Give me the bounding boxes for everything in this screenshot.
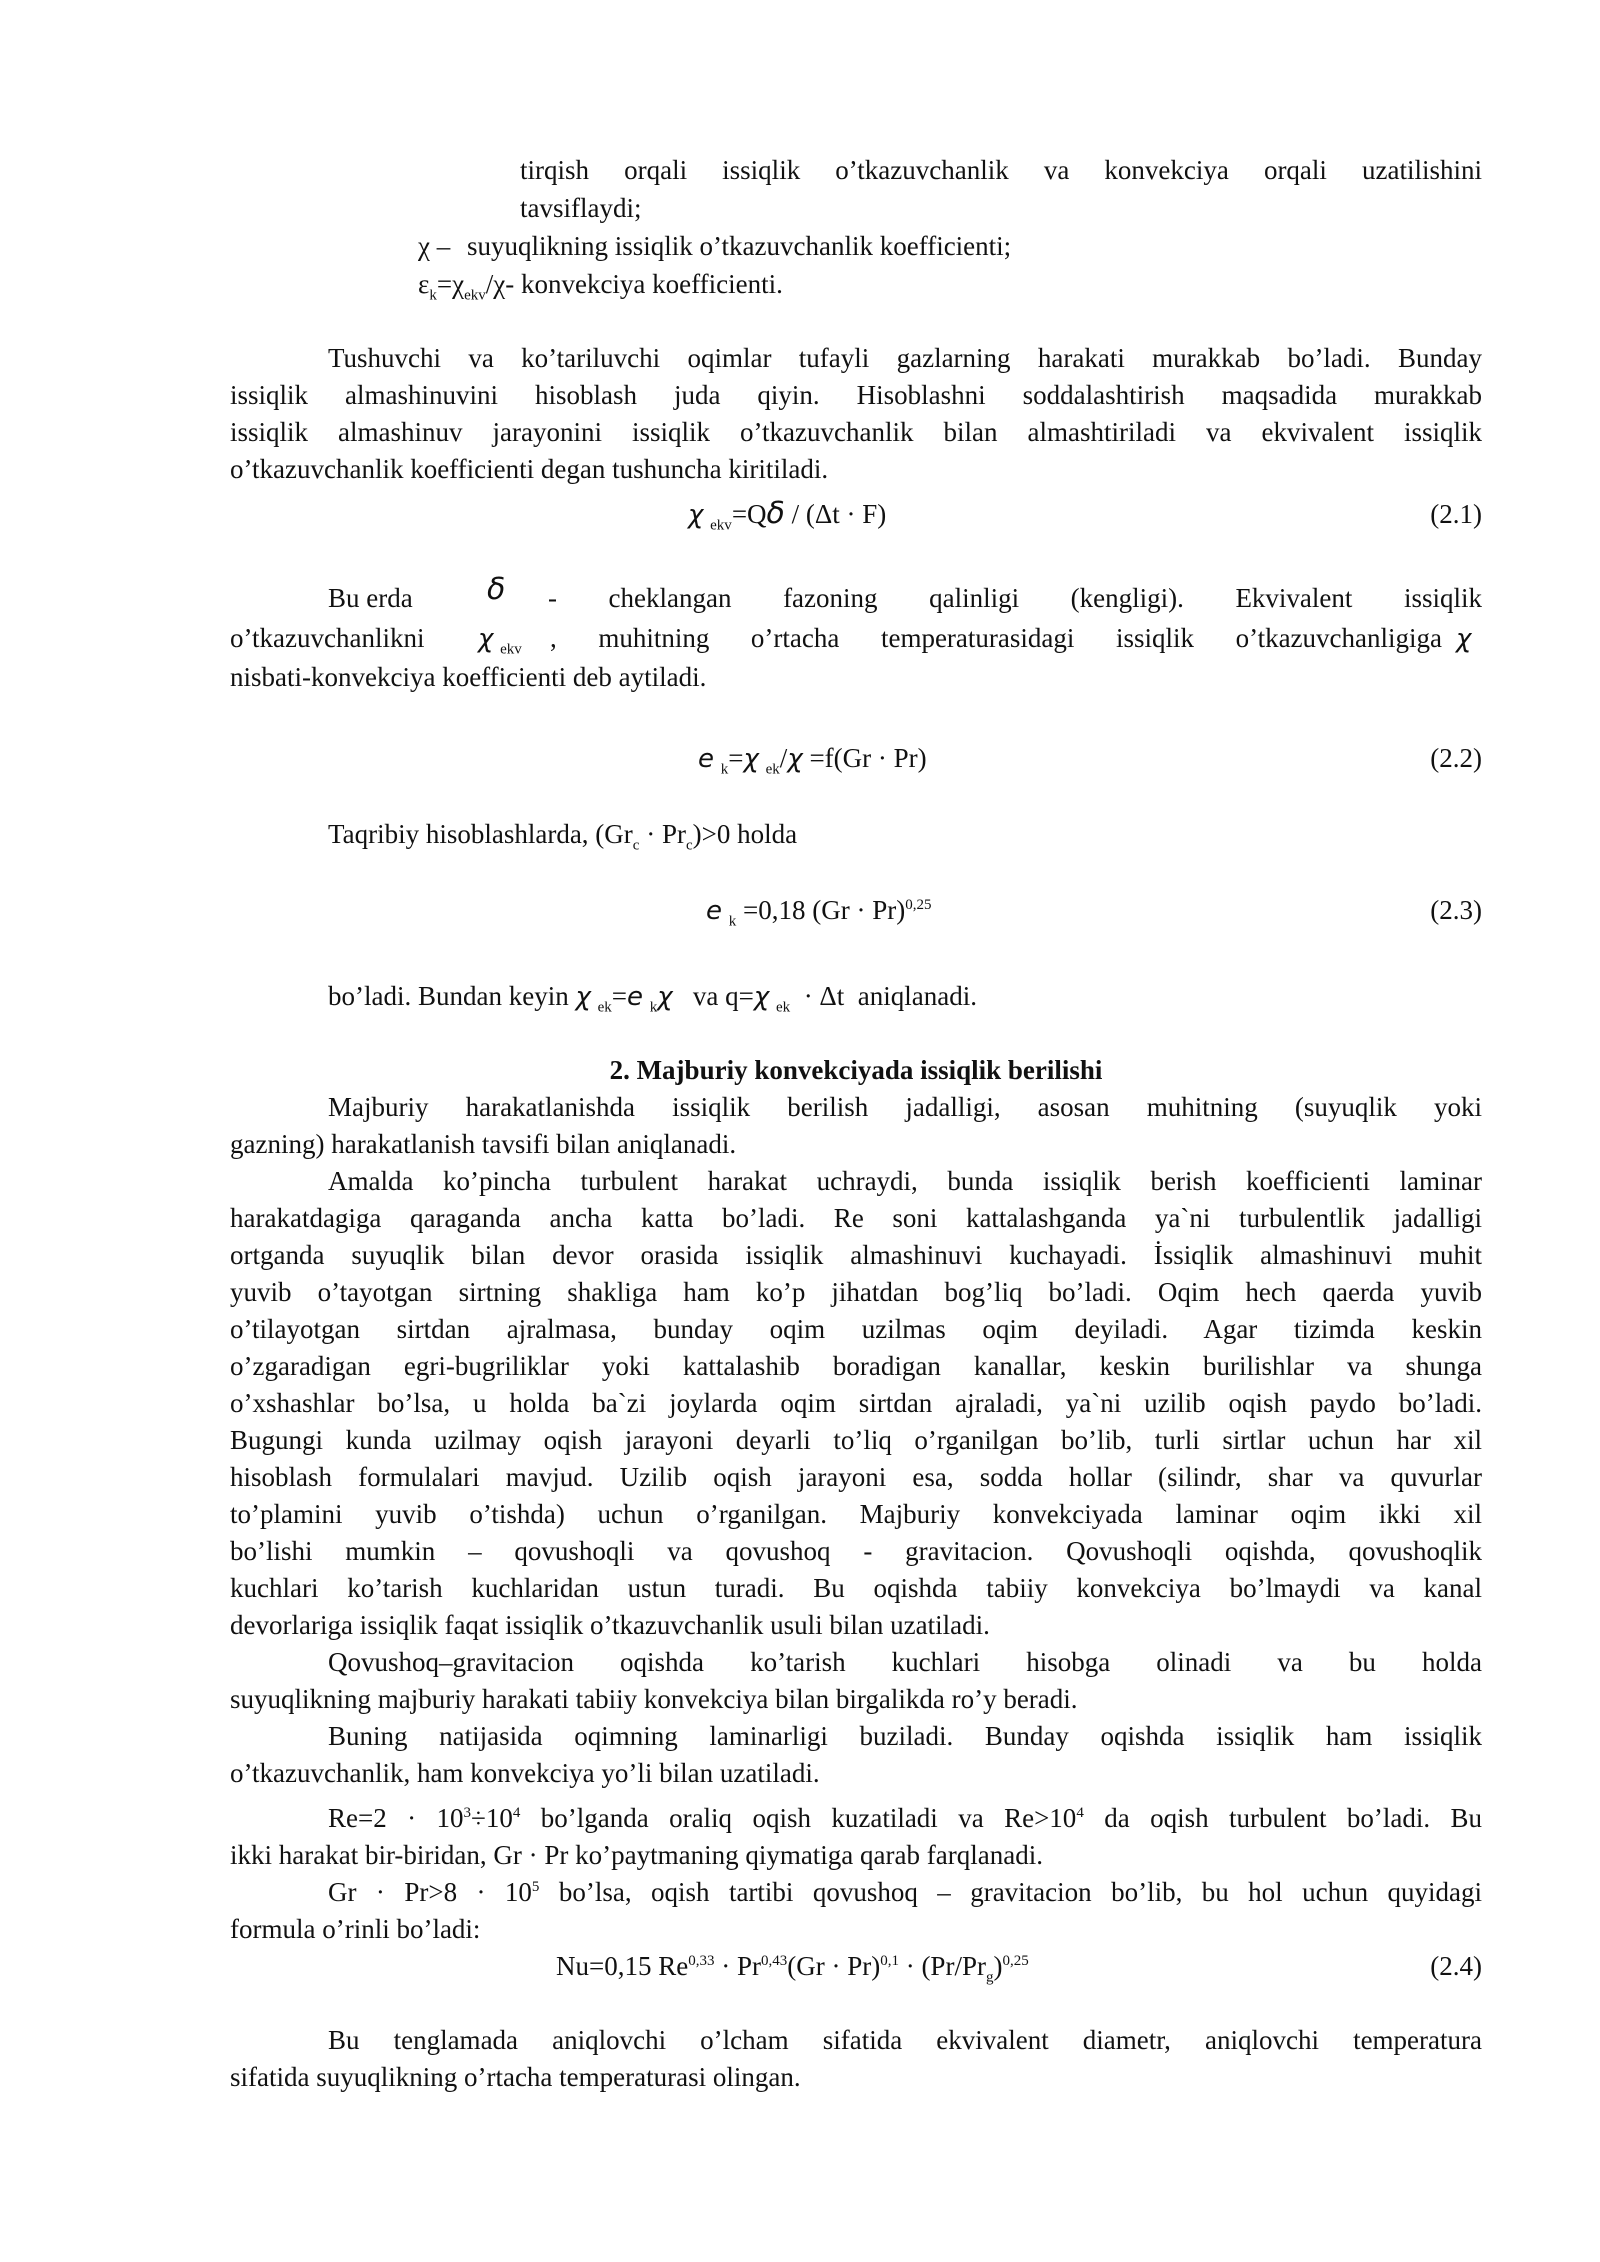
paragraph-line: Bugungi kunda uzilmay oqish jarayoni deyarli to’liq o’rganilgan bo’lib, turli sirtlar uchun har xil (230, 1425, 1482, 1455)
paragraph-line: , muhitning o’rtacha temperaturasidagi issiqlik o’tkazuvchanligiga (550, 623, 1442, 653)
paragraph-line: Tushuvchi va ko’tariluvchi oqimlar tufayli gazlarning harakati murakkab bo’ladi. Bunday (328, 343, 1482, 373)
paragraph-line: issiqlik almashinuvini hisoblash juda qiyin. Hisoblashni soddalashtirish maqsadida murakkab (230, 380, 1482, 410)
paragraph-line: Buning natijasida oqimning laminarligi buziladi. Bunday oqishda issiqlik ham issiqlik (328, 1721, 1482, 1751)
paragraph-line: nisbati-konvekciya koefficienti deb aytiladi. (230, 662, 707, 692)
paragraph-line: $Gr \cdot Pr>8 \cdot 10^5$ bo’lsa, oqish tartibi qovushoq – gravitacion bo’lib, bu hol uchun quyidagi (328, 1877, 1482, 1907)
equation-number: (2.1) (1430, 499, 1482, 529)
paragraph-line: ortganda suyuqlik bilan devor orasida issiqlik almashinuvi kuchayadi. İssiqlik almashinuvi muhit (230, 1240, 1482, 1270)
definition-line: tavsiflaydi; (520, 193, 642, 223)
paragraph-line: Amalda ko’pincha turbulent harakat uchraydi, bunda issiqlik berish koefficienti laminar (328, 1166, 1482, 1196)
definition-text: suyuqlikning issiqlik o’tkazuvchanlik koefficienti; (466, 231, 1012, 261)
paragraph-line: Bu erda (328, 583, 413, 613)
equation-number: (2.3) (1430, 895, 1482, 925)
paragraph-line: o’tkazuvchanlikni (230, 623, 425, 653)
delta-symbol: δ (487, 572, 506, 607)
paragraph-line: o’tkazuvchanlik, ham konvekciya yo’li bilan uzatiladi. (230, 1758, 820, 1788)
paragraph-line: $Re=2 \cdot 10^3\div 10^4$ bo’lganda oraliq oqish kuzatiladi va $Re>10^4$ da oqish turbulent bo’ladi. Bu (328, 1803, 1482, 1833)
chi-symbol: χ – (418, 231, 451, 261)
section-heading: 2. Majburiy konvekciyada issiqlik berilishi (609, 1055, 1103, 1085)
equation-2-2: e $_k$=χ $_{ek}$/χ =f(Gr · Pr) (698, 743, 927, 778)
paragraph-line: yuvib o’tayotgan sirtning shakliga ham ko’p jihatdan bog’liq bo’ladi. Oqim hech qaerda yuvib (230, 1277, 1482, 1307)
chi-symbol: χ (1456, 624, 1472, 654)
equation-number: (2.4) (1430, 1951, 1482, 1981)
paragraph-line: Qovushoq–gravitacion oqishda ko’tarish kuchlari hisobga olinadi va bu holda (328, 1647, 1482, 1677)
paragraph-line: hisoblash formulalari mavjud. Uzilib oqish jarayoni esa, sodda hollar (silindr, shar va quvurlar (230, 1462, 1482, 1492)
paragraph-line: kuchlari ko’tarish kuchlaridan ustun turadi. Bu oqishda tabiiy konvekciya bo’lmaydi va kanal (230, 1573, 1482, 1603)
paragraph-line: - cheklangan fazoning qalinligi (kengligi). Ekvivalent issiqlik (548, 583, 1482, 613)
paragraph-line: o’tilayotgan sirtdan ajralmasa, bunday oqim uzilmas oqim deyiladi. Agar tizimda keskin (230, 1314, 1482, 1344)
definition-line: $\varepsilon_k=\chi_{ekv}/\chi-$ konvekciya koefficienti. (418, 269, 783, 304)
paragraph-line: Majburiy harakatlanishda issiqlik berilish jadalligi, asosan muhitning (suyuqlik yoki (328, 1092, 1482, 1122)
paragraph-line: o’xshashlar bo’lsa, u holda ba`zi joylarda oqim sirtdan ajraladi, ya`ni uzilib oqish paydo bo’ladi. (230, 1388, 1482, 1418)
paragraph-line: devorlariga issiqlik faqat issiqlik o’tkazuvchanlik usuli bilan uzatiladi. (230, 1610, 990, 1640)
paragraph-line: suyuqlikning majburiy harakati tabiiy konvekciya bilan birgalikda ro’y beradi. (230, 1684, 1078, 1714)
paragraph-line: Bu tenglamada aniqlovchi o’lcham sifatida ekvivalent diametr, aniqlovchi temperatura (328, 2025, 1482, 2055)
paragraph-line: bo’ladi. Bundan keyin χ $_{ek}$=e $_k$χ va q=χ $_{ek}$ · Δt aniqlanadi. (328, 981, 977, 1016)
definition-line (418, 228, 1011, 264)
paragraph-line: issiqlik almashinuv jarayonini issiqlik o’tkazuvchanlik bilan almashtiriladi va ekvivalent issiqlik (230, 417, 1482, 447)
paragraph-line: formula o’rinli bo’ladi: (230, 1914, 481, 1944)
paragraph-line: bo’lishi mumkin – qovushoqli va qovushoq - gravitacion. Qovushoqli oqishda, qovushoqlik (230, 1536, 1482, 1566)
equation-2-1: χ $_{ekv}$=Qδ / (Δt · F) (688, 496, 887, 534)
paragraph-line: o’tkazuvchanlik koefficienti degan tushuncha kiritiladi. (230, 454, 829, 484)
equation-number: (2.2) (1430, 743, 1482, 773)
equation-2-3: e $_k$ =0,18 $(Gr \cdot Pr)^{0,25}$ (706, 895, 932, 930)
chi-ekv-symbol: χ $_{ekv}$ (478, 624, 522, 658)
definition-line: tirqish orqali issiqlik o’tkazuvchanlik va konvekciya orqali uzatilishini (520, 155, 1482, 185)
paragraph-line: sifatida suyuqlikning o’rtacha temperaturasi olingan. (230, 2062, 801, 2092)
paragraph-line: gazning) harakatlanish tavsifi bilan aniqlanadi. (230, 1129, 737, 1159)
paragraph-line: Taqribiy hisoblashlarda, $(Gr_c \cdot Pr_c)>0$ holda (328, 819, 798, 854)
paragraph-line: o’zgaradigan egri-bugriliklar yoki kattalashib boradigan kanallar, keskin burilishlar va shunga (230, 1351, 1482, 1381)
paragraph-line: harakatdagiga qaraganda ancha katta bo’ladi. Re soni kattalashganda ya`ni turbulentlik jadalligi (230, 1203, 1482, 1233)
equation-2-4: Nu=0,15 $Re^{0,33} \cdot Pr^{0,43}(Gr \cdot Pr)^{0,1} \cdot (Pr/Pr_g)^{0,25}$ (556, 1951, 1029, 1986)
paragraph-line: to’plamini yuvib o’tishda) uchun o’rganilgan. Majburiy konvekciyada laminar oqim ikki xil (230, 1499, 1482, 1529)
paragraph-line: ikki harakat bir-biridan, Gr · Pr ko’paytmaning qiymatiga qarab farqlanadi. (230, 1840, 1043, 1870)
